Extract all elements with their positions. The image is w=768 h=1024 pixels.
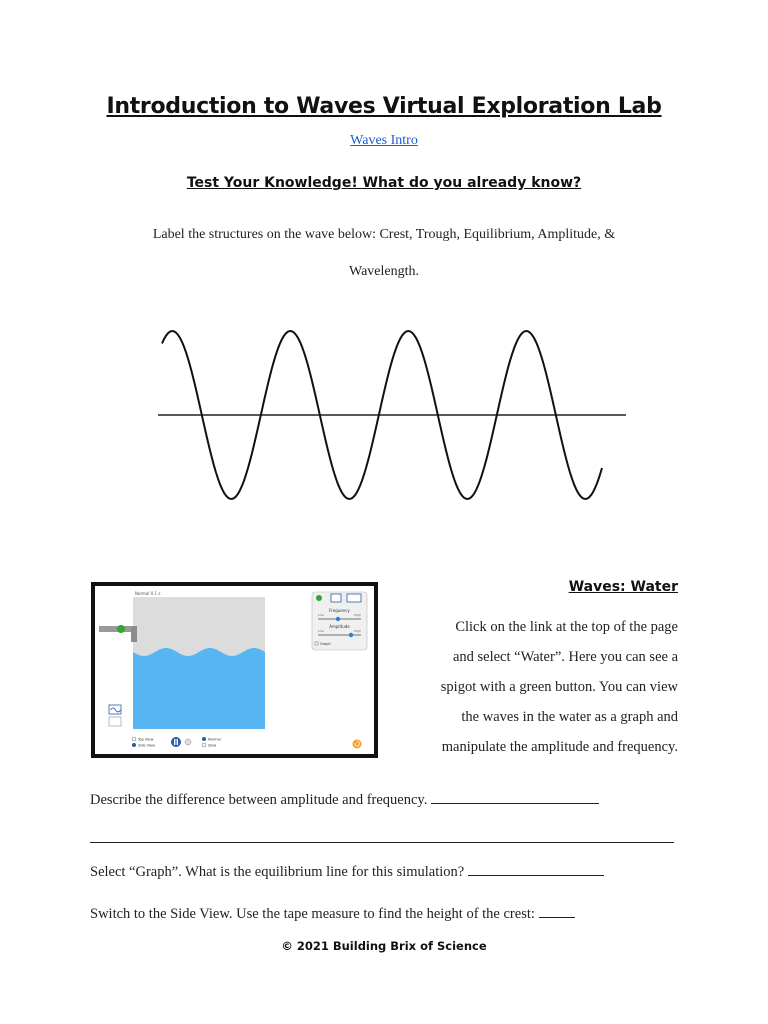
question-3 (90, 903, 680, 923)
water-section-line: manipulate the amplitude and frequency. (441, 739, 678, 755)
instructions-line-1: Label the structures on the wave below: Crest, Trough, Equilibrium, Amplitude, & (152, 227, 616, 242)
copyright-footer: © 2021 Building Brix of Science (281, 939, 487, 953)
water-section-line: spigot with a green button. You can view (440, 679, 678, 695)
faucet-icon[interactable] (316, 595, 322, 601)
top-view-radio[interactable] (132, 737, 136, 741)
normal-speed-radio[interactable] (202, 737, 206, 741)
frequency-min-label: Low (318, 613, 324, 617)
water-section-line: and select “Water”. Here you can see a (452, 649, 678, 665)
water-section-heading: Waves: Water (568, 579, 678, 595)
question-3-text: Switch to the Side View. Use the tape measure to find the height of the crest: (90, 906, 535, 922)
top-view-label: Top View (138, 737, 154, 742)
reset-button[interactable] (353, 740, 362, 749)
amplitude-label: Amplitude (329, 624, 350, 629)
instructions-line-2: Wavelength. (348, 264, 419, 279)
graph-checkbox[interactable] (315, 642, 318, 645)
water-simulation-screenshot (91, 582, 378, 758)
side-view-label: Side View (138, 743, 155, 748)
side-view-radio[interactable] (132, 743, 136, 747)
slow-speed-radio[interactable] (202, 743, 206, 747)
slow-speed-label: Slow (208, 743, 217, 748)
light-icon[interactable] (347, 594, 361, 602)
instructions (110, 216, 658, 290)
simulation-illustration (95, 586, 374, 754)
water-body (133, 648, 265, 729)
question-1 (90, 789, 680, 809)
frequency-slider-thumb[interactable] (336, 617, 340, 621)
question-2-text: Select “Graph”. What is the equilibrium line for this simulation? (90, 864, 465, 880)
sim-time-label: Normal 0.1 s (135, 591, 161, 596)
speaker-icon[interactable] (331, 594, 341, 602)
answer-line-1b[interactable] (90, 842, 674, 843)
answer-blank-3[interactable] (539, 903, 575, 918)
pause-icon-bar (177, 739, 178, 745)
amplitude-min-label: Low (318, 629, 324, 633)
wave-diagram (150, 320, 630, 510)
spigot-nozzle (131, 626, 137, 642)
sound-scene-icon[interactable] (109, 717, 121, 726)
page-title: Introduction to Waves Virtual Exploration Lab (106, 94, 662, 119)
spigot-green-button[interactable] (117, 625, 125, 633)
section-subtitle: Test Your Knowledge! What do you already know? (186, 175, 582, 191)
normal-speed-label: Normal (208, 737, 221, 742)
water-section-line: Click on the link at the top of the page (455, 619, 678, 635)
waves-intro-link[interactable]: Waves Intro (350, 133, 418, 148)
answer-blank-1[interactable] (431, 789, 599, 804)
step-button[interactable] (185, 739, 191, 745)
answer-blank-2[interactable] (468, 861, 604, 876)
frequency-label: Frequency (329, 608, 350, 613)
question-1-text: Describe the difference between amplitude and frequency. (90, 792, 428, 808)
graph-label: Graph (320, 642, 331, 646)
pause-button[interactable] (171, 737, 181, 747)
frequency-max-label: High (354, 613, 361, 617)
pause-icon (174, 739, 175, 745)
water-section-body (378, 612, 678, 762)
question-2 (90, 861, 680, 881)
amplitude-slider-thumb[interactable] (349, 633, 353, 637)
amplitude-max-label: High (354, 629, 361, 633)
water-section-line: the waves in the water as a graph and (461, 709, 678, 725)
